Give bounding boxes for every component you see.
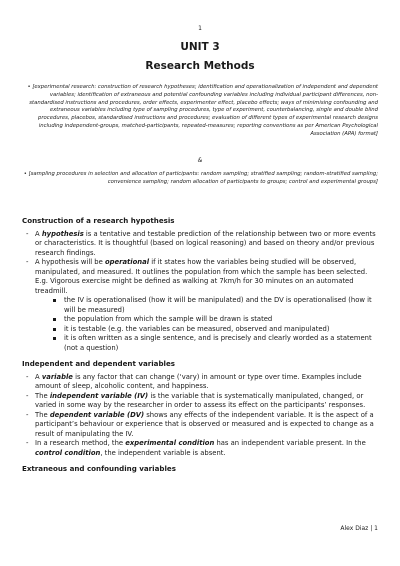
text: A xyxy=(35,372,42,381)
keyword-dependent-variable: dependent variable (DV) xyxy=(49,410,145,419)
syllabus-points-experimental: • [experimental research: construction of research hypotheses; identification and operationalization of independent and dependent variables; identification of extraneous and potential confounding variables including individual participant differences, non-standardised instructions and procedures, order effects, experimenter effect, placebo effects; ways of minimising confounding and extraneous variables including type of sampling procedures, type of experiment, counterbalancing, single and double blind procedures, placebos, standardised instructions and procedures; evaluation of different types of experimental research designs including independent-groups, matched-participants, repeated-measures; reporting conventions as per American Psychological Association (APA) format] xyxy=(27,84,378,137)
sub-list-item: it is testable (e.g. the variables can be measured, observed and manipulated) xyxy=(52,325,378,335)
text: , the independent variable is absent. xyxy=(100,448,226,457)
keyword-hypothesis: hypothesis xyxy=(41,229,84,238)
text: shows any effects of the independent variable. It is the aspect of a participant’s behaviour or experience that is observed or measured and is expected to change as a result of manipulating the IV. xyxy=(35,410,374,438)
text: A xyxy=(35,229,42,238)
keyword-variable: variable xyxy=(41,372,73,381)
heading-research-hypothesis: Construction of a research hypothesis xyxy=(22,216,175,225)
list-item xyxy=(22,258,378,353)
hypothesis-list xyxy=(22,230,378,354)
list-item xyxy=(22,373,378,392)
list-item xyxy=(22,230,378,259)
keyword-control-condition: control condition xyxy=(35,448,101,457)
text: is a tentative and testable prediction of the relationship between two or more events or characteristics. It is thoughtful (based on logical reasoning) and based on theory and/or previous research findings. xyxy=(35,229,376,257)
text: In a research method, the xyxy=(35,439,126,447)
list-item xyxy=(22,411,378,440)
unit-title: UNIT 3 xyxy=(180,41,220,53)
sub-list-item: the population from which the sample will be drawn is stated xyxy=(52,315,378,325)
keyword-experimental-condition: experimental condition xyxy=(125,439,215,447)
ampersand-separator: & xyxy=(197,157,203,164)
main-content xyxy=(22,216,378,478)
text: The xyxy=(35,410,50,419)
text: The xyxy=(35,391,50,400)
variables-list xyxy=(22,373,378,459)
page-footer: Alex Diaz | 1 xyxy=(340,525,378,532)
text: if it states how the variables being studied will be observed, manipulated, and measured. It outlines the population from which the sample has been selected. E.g. Vigorous exercise might be defined as walking at 7km/h for 30 minutes on an automated treadmill. xyxy=(35,258,368,295)
text: is any factor that can change (‘vary) in amount or type over time. Examples include amount of sleep, alcoholic content, and happiness. xyxy=(35,372,362,390)
heading-independent-dependent-variables: Independent and dependent variables xyxy=(22,359,176,368)
syllabus-points-sampling: • [sampling procedures in selection and allocation of participants: random sampling; stratified sampling; random-stratified sampling; convenience sampling; random allocation of participants to groups; control and experimental groups] xyxy=(23,171,378,185)
keyword-independent-variable: independent variable (IV) xyxy=(49,391,149,400)
keyword-operational: operational xyxy=(104,258,150,266)
sub-list-item: the IV is operationalised (how it will be manipulated) and the DV is operationalised (how it will be measured) xyxy=(52,296,378,315)
text: A hypothesis will be xyxy=(35,258,105,266)
text: is the variable that is systematically manipulated, changed, or varied in some way by the researcher in order to assess its effect on the participants’ responses. xyxy=(35,391,366,409)
page-number-top: 1 xyxy=(198,25,202,32)
page-title: Research Methods xyxy=(145,60,255,72)
text: has an independent variable present. In the xyxy=(214,439,366,447)
list-item xyxy=(22,439,378,458)
sub-list-item: it is often written as a single sentence, and is precisely and clearly worded as a statement (not a question) xyxy=(52,334,378,353)
heading-extraneous-confounding-variables: Extraneous and confounding variables xyxy=(22,464,176,473)
operational-criteria-list xyxy=(35,296,378,353)
list-item xyxy=(22,392,378,411)
